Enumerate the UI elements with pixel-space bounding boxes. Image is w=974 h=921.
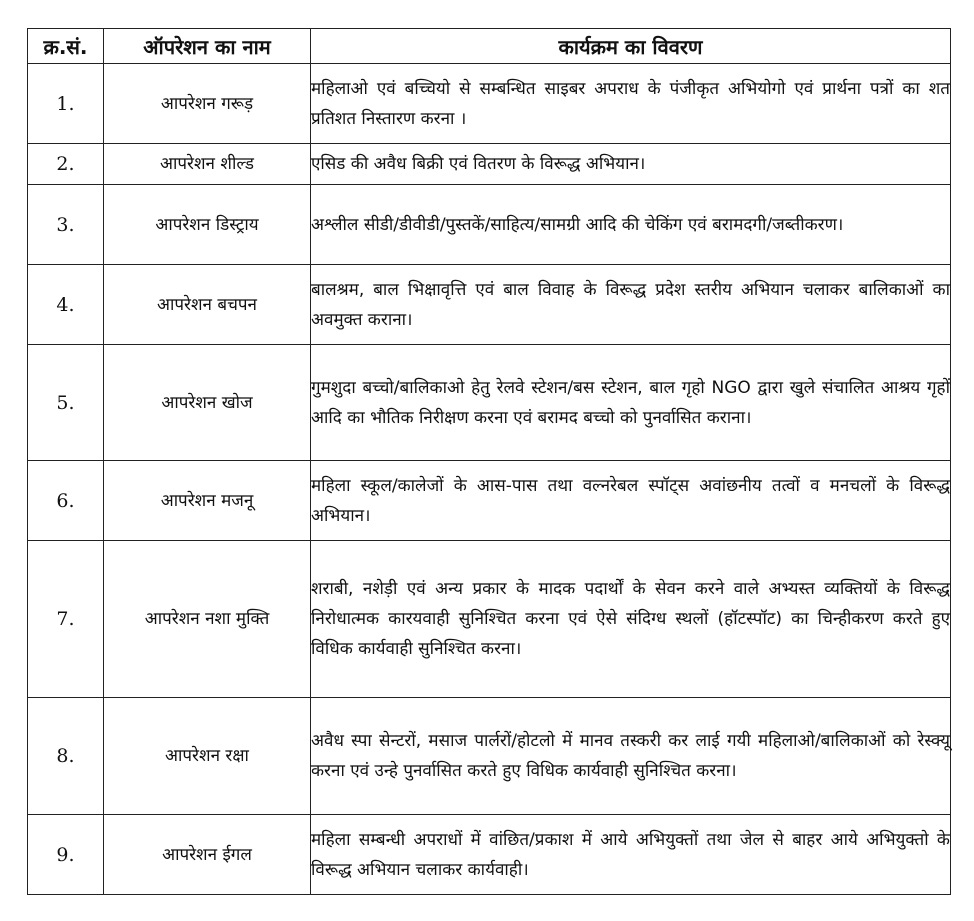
row-description: महिला सम्बन्धी अपराधों में वांछित/प्रकाश में आये अभियुक्तों तथा जेल से बाहर आये अभियुक्तो के विरूद्ध अभियान चलाकर कार्यवाही। (311, 815, 951, 895)
row-serial: 2. (28, 144, 104, 185)
table-row (28, 698, 951, 815)
row-operation-name: आपरेशन रक्षा (104, 698, 311, 815)
row-serial: 1. (28, 64, 104, 144)
row-description: बालश्रम, बाल भिक्षावृत्ति एवं बाल विवाह के विरूद्ध प्रदेश स्तरीय अभियान चलाकर बालिकाओं का अवमुक्त कराना। (311, 265, 951, 345)
row-description: अवैध स्पा सेन्टरों, मसाज पार्लरों/होटलो में मानव तस्करी कर लाई गयी महिलाओ/बालिकाओं को रेस्क्यू करना एवं उन्हे पुनर्वासित करते हुए विधिक कार्यवाही सुनिश्चित करना। (311, 698, 951, 815)
row-description: अश्लील सीडी/डीवीडी/पुस्तकें/साहित्य/सामग्री आदि की चेकिंग एवं बरामदगी/जब्तीकरण। (311, 185, 951, 265)
table-header-row (28, 29, 951, 64)
row-operation-name: आपरेशन नशा मुक्ति (104, 541, 311, 698)
row-serial: 5. (28, 345, 104, 461)
row-description: महिलाओ एवं बच्चियो से सम्बन्धित साइबर अपराध के पंजीकृत अभियोगो एवं प्रार्थना पत्रों का शत प्रतिशत निस्तारण करना । (311, 64, 951, 144)
row-description: एसिड की अवैध बिक्री एवं वितरण के विरूद्ध अभियान। (311, 144, 951, 185)
row-description: शराबी, नशेड़ी एवं अन्य प्रकार के मादक पदार्थों के सेवन करने वाले अभ्यस्त व्यक्तियों के विरूद्ध निरोधात्मक कारयवाही सुनिश्चित करना एवं ऐसे संदिग्ध स्थलों (हॉटस्पॉट) का चिन्हीकरण करते हुए विधिक कार्यवाही सुनिश्चित करना। (311, 541, 951, 698)
table-row (28, 815, 951, 895)
table-row (28, 185, 951, 265)
table-row (28, 345, 951, 461)
row-operation-name: आपरेशन मजनू (104, 461, 311, 541)
table-row (28, 461, 951, 541)
row-operation-name: आपरेशन शील्ड (104, 144, 311, 185)
row-operation-name: आपरेशन ईगल (104, 815, 311, 895)
row-description: महिला स्कूल/कालेजों के आस-पास तथा वल्नरेबल स्पॉट्स अवांछनीय तत्वों व मनचलों के विरूद्ध अभियान। (311, 461, 951, 541)
row-operation-name: आपरेशन खोज (104, 345, 311, 461)
row-serial: 9. (28, 815, 104, 895)
row-operation-name: आपरेशन गरूड़ (104, 64, 311, 144)
header-serial: क्र.सं. (28, 29, 104, 64)
table-row (28, 265, 951, 345)
row-serial: 3. (28, 185, 104, 265)
row-operation-name: आपरेशन बचपन (104, 265, 311, 345)
row-serial: 6. (28, 461, 104, 541)
operations-table (27, 28, 951, 895)
header-description: कार्यक्रम का विवरण (311, 29, 951, 64)
table-row (28, 144, 951, 185)
row-serial: 4. (28, 265, 104, 345)
row-serial: 7. (28, 541, 104, 698)
header-operation-name: ऑपरेशन का नाम (104, 29, 311, 64)
row-serial: 8. (28, 698, 104, 815)
table-row (28, 541, 951, 698)
table-row (28, 64, 951, 144)
row-description: गुमशुदा बच्चो/बालिकाओ हेतु रेलवे स्टेशन/बस स्टेशन, बाल गृहो NGO द्वारा खुले संचालित आश्रय गृहों आदि का भौतिक निरीक्षण करना एवं बरामद बच्चो को पुनर्वासित कराना। (311, 345, 951, 461)
row-operation-name: आपरेशन डिस्ट्राय (104, 185, 311, 265)
